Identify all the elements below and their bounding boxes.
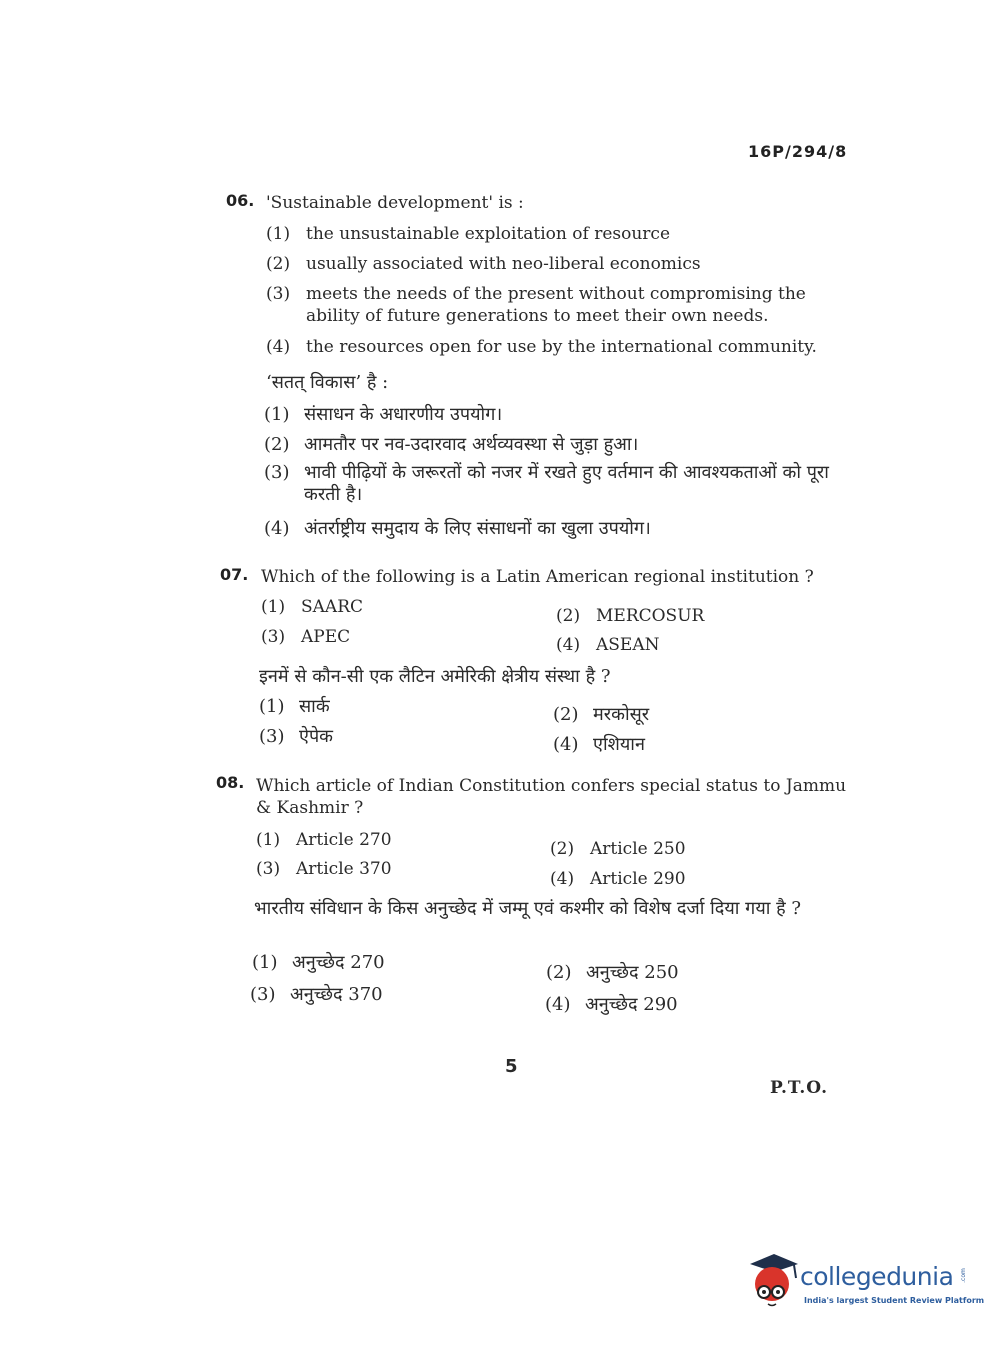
option-hi: (3) अनुच्छेद 370 xyxy=(250,984,383,1005)
mascot-icon xyxy=(744,1250,802,1314)
option-en: (1) Article 270 xyxy=(256,830,392,850)
question-number: 08. xyxy=(216,773,245,792)
option-hi: (2) अनुच्छेद 250 xyxy=(546,962,679,983)
question-text-hi: ‘सतत् विकास’ है : xyxy=(266,372,389,393)
option-en: (1) the unsustainable exploitation of resource xyxy=(266,224,671,244)
option-hi: (4) अंतर्राष्ट्रीय समुदाय के लिए संसाधनों का खुला उपयोग। xyxy=(264,518,651,539)
option-en: (4) ASEAN xyxy=(556,635,660,655)
option-en: (1) SAARC xyxy=(261,597,364,617)
option-en: (3) meets the needs of the present without compromising the ability of future generations to meet their own needs. xyxy=(266,284,806,326)
question-number: 07. xyxy=(220,565,249,584)
option-hi: (2) मरकोसूर xyxy=(553,704,650,725)
option-hi: (3) ऐपेक xyxy=(259,726,334,747)
option-en: (2) usually associated with neo-liberal economics xyxy=(266,254,701,274)
collegedunia-logo xyxy=(744,1250,984,1320)
option-hi: (1) संसाधन के अधारणीय उपयोग। xyxy=(264,404,503,425)
brand-name: collegedunia xyxy=(800,1262,954,1291)
question-text-en: 'Sustainable development' is : xyxy=(266,193,524,213)
question-text-en: Which of the following is a Latin American regional institution ? xyxy=(261,567,814,587)
option-hi: (1) सार्क xyxy=(259,696,330,717)
option-en: (2) MERCOSUR xyxy=(556,606,705,626)
option-hi: (4) एशियान xyxy=(553,734,645,755)
option-hi: (2) आमतौर पर नव-उदारवाद अर्थव्यवस्था से जुड़ा हुआ। xyxy=(264,434,639,455)
pto-label: P.T.O. xyxy=(770,1078,828,1098)
paper-code: 16P/294/8 xyxy=(748,142,848,161)
option-hi: (3) भावी पीढ़ियों के जरूरतों को नजर में रखते हुए वर्तमान की आवश्यकताओं को पूरा करती है। xyxy=(264,462,829,505)
brand-suffix: .com xyxy=(959,1268,967,1283)
option-en: (3) Article 370 xyxy=(256,859,392,879)
question-number: 06. xyxy=(226,191,255,210)
option-en: (4) the resources open for use by the international community. xyxy=(266,337,817,357)
brand-tagline: India's largest Student Review Platform xyxy=(804,1296,985,1305)
option-en: (2) Article 250 xyxy=(550,839,686,859)
question-text-hi: इनमें से कौन-सी एक लैटिन अमेरिकी क्षेत्रीय संस्था है ? xyxy=(259,666,611,687)
question-text-en: Which article of Indian Constitution confers special status to Jammu & Kashmir ? xyxy=(256,776,847,818)
option-en: (4) Article 290 xyxy=(550,869,686,889)
question-text-hi: भारतीय संविधान के किस अनुच्छेद में जम्मू एवं कश्मीर को विशेष दर्जा दिया गया है ? xyxy=(254,898,802,919)
option-en: (3) APEC xyxy=(261,627,351,647)
page-number: 5 xyxy=(505,1056,518,1077)
option-hi: (1) अनुच्छेद 270 xyxy=(252,952,385,973)
option-hi: (4) अनुच्छेद 290 xyxy=(545,994,678,1015)
